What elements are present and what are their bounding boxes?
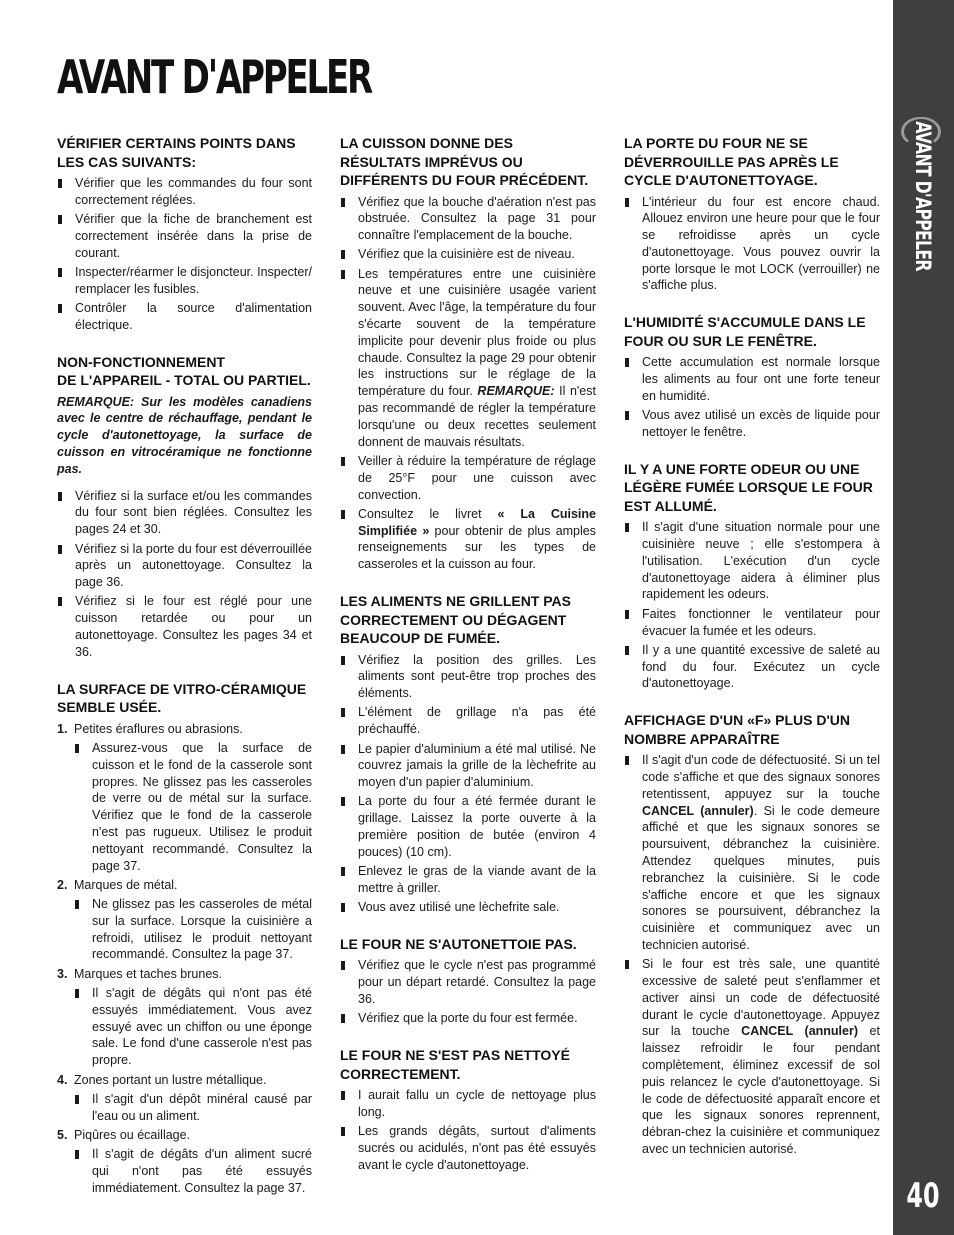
item-text: Marques de métal. [74, 877, 178, 892]
list-item: Contrôler la source d'alimentation électrique. [57, 300, 312, 334]
item-text: Il n'est pas recommandé de régler la température lorsqu'une ou deux recettes seulement donnent de mauvais résultats. [358, 384, 596, 449]
section-check-points [57, 134, 312, 334]
key-name: CANCEL (annuler) [741, 1024, 859, 1039]
numbered-item [57, 1127, 312, 1197]
list-item: La porte du four a été fermée durant le grillage. Laissez la porte ouverte à la première position de butée (environ 4 pouces) (10 cm). [340, 793, 596, 860]
section-heading: AFFICHAGE D'UN «F» PLUS D'UN NOMBRE APPARAÎTRE [624, 712, 851, 747]
list-item: Vérifiez que le cycle n'est pas programmé pour un départ retardé. Consultez la page 36. [340, 957, 596, 1007]
sidebar-label: AVANT D'APPELER [911, 121, 935, 271]
list-item: Il s'agit d'un dépôt minéral causé par l'eau ou un aliment. [74, 1091, 312, 1125]
list-item: Vérifiez la position des grilles. Les aliments sont peut-être trop proches des éléments. [340, 652, 596, 702]
item-text: Piqûres ou écaillage. [74, 1127, 191, 1142]
list-item: Inspecter/réarmer le disjoncteur. Inspecter/ remplacer les fusibles. [57, 264, 312, 298]
item-text: pour obtenir de plus amples renseignements sur les types de casseroles et la cuisson au four. [358, 523, 596, 572]
section-humidity [624, 313, 880, 440]
heading-line: DE L'APPAREIL - TOTAL OU PARTIEL. [57, 372, 311, 389]
section-heading: VÉRIFIER CERTAINS POINTS DANS LES CAS SUIVANTS: [57, 135, 296, 170]
list-item: Vérifier que les commandes du four sont correctement réglées. [57, 175, 312, 209]
key-name: CANCEL (annuler) [642, 803, 754, 818]
section-odor-smoke [624, 460, 880, 692]
section-not-cleaned [340, 1046, 596, 1173]
list-item: Vérifier que la fiche de branchement est correctement insérée dans la prise de courant. [57, 211, 312, 261]
section-heading: LES ALIMENTS NE GRILLENT PAS CORRECTEMENT OU DÉGAGENT BEAUCOUP DE FUMÉE. [340, 593, 572, 647]
list-item: Il s'agit d'une situation normale pour une cuisinière neuve ; elle s'estompera à l'utilisation. L'exécution d'un cycle d'autonettoyage aidera à éliminer plus rapidement les odeurs. [624, 519, 880, 603]
list-item: Il s'agit de dégâts qui n'ont pas été essuyés immédiatement. Vous avez essuyé avec un chiffon ou une éponge sale. Le fond d'une casserole n'est pas propre. [74, 985, 312, 1069]
item-text: Consultez le livret [358, 506, 482, 521]
bullet-list [340, 957, 596, 1027]
list-item: Vérifiez si la porte du four est déverrouillée après un autonettoyage. Consultez la page 36. [57, 541, 312, 591]
section-heading: LA SURFACE DE VITRO-CÉRAMIQUE SEMBLE USÉE. [57, 680, 307, 716]
item-text: Marques et taches brunes. [74, 966, 222, 981]
section-heading: LA PORTE DU FOUR NE SE DÉVERROUILLE PAS APRÈS LE CYCLE D'AUTONETTOYAGE. [624, 135, 839, 188]
list-item: I aurait fallu un cycle de nettoyage plus long. [340, 1087, 596, 1121]
list-item: Enlevez le gras de la viande avant de la mettre à griller. [340, 863, 596, 897]
item-number: 4. [57, 1072, 68, 1087]
column-2 [340, 134, 596, 1193]
numbered-list [57, 721, 312, 1197]
section-unexpected-results [340, 134, 596, 573]
item-text: Petites éraflures ou abrasions. [74, 721, 243, 736]
list-item: Les grands dégâts, surtout d'aliments sucrés ou acidulés, n'ont pas été essuyés avant le cycle d'autonettoyage. [340, 1123, 596, 1173]
numbered-item [57, 1072, 312, 1125]
list-item: Vous avez utilisé un excès de liquide pour nettoyer le fenêtre. [624, 407, 880, 441]
item-text: Si le four est très sale, une quantité excessive de saleté peut s'enflammer et activer ainsi un code de défectuosité durant le cycle d'autonettoyage. Appuyez sur la touche [642, 957, 880, 1039]
list-item: Vérifiez si la surface et/ou les commandes du four sont bien réglées. Consultez les pages 24 et 30. [57, 488, 312, 538]
bullet-list [624, 194, 880, 295]
column-3 [624, 134, 880, 1177]
list-item [624, 752, 880, 954]
list-item: Il y a une quantité excessive de saleté au fond du four. Exécutez un cycle d'autonettoyage. [624, 642, 880, 692]
section-ceramic-surface [57, 680, 312, 1197]
item-number: 5. [57, 1127, 68, 1142]
section-no-self-clean [340, 935, 596, 1027]
heading-line: NON-FONCTIONNEMENT [57, 353, 225, 370]
section-door-locked [624, 134, 880, 294]
bullet-list [340, 652, 596, 916]
remark-label: REMARQUE: [477, 384, 555, 399]
section-heading [57, 353, 312, 390]
section-heading: LA CUISSON DONNE DES RÉSULTATS IMPRÉVUS OU DIFFÉRENTS DU FOUR PRÉCÉDENT. [340, 135, 589, 188]
list-item: Le papier d'aluminium a été mal utilisé. Ne couvrez jamais la grille de la lèchefrite au moyen d'un papier d'aluminium. [340, 741, 596, 791]
column-1 [57, 134, 312, 1216]
list-item [340, 506, 596, 573]
list-item: Vérifiez si le four est réglé pour une cuisson retardée ou pour un autonettoyage. Consultez les pages 34 et 36. [57, 593, 312, 660]
list-item: Vous avez utilisé une lèchefrite sale. [340, 899, 596, 916]
numbered-item [57, 721, 312, 875]
bullet-list [340, 1087, 596, 1173]
item-number: 1. [57, 721, 68, 736]
bullet-list [57, 488, 312, 661]
item-text: Zones portant un lustre métallique. [74, 1072, 267, 1087]
booklet-title: « La Cuisine Simplifiée » [358, 506, 596, 538]
page-title: AVANT D'APPELER [57, 50, 372, 104]
numbered-item [57, 877, 312, 963]
item-number: 3. [57, 966, 68, 981]
bullet-list [624, 354, 880, 440]
section-heading: LE FOUR NE S'AUTONETTOIE PAS. [340, 935, 577, 952]
bullet-list [340, 194, 596, 574]
item-text: . Si le code demeure affiché et que les signaux sonores se poursuivent, débranchez la cuisinière. Attendez quelques minutes, puis rebranchez la cuisinière. Si le code s'affiche encore et que les signaux sonores se poursuivent, débranchez la cuisinière et communiquez avec un technicien autorisé. [642, 803, 880, 952]
remark-note: REMARQUE: Sur les modèles canadiens avec le centre de réchauffage, pendant le cycle d'autonettoyage, la surface de cuisson en vitrocéramique ne fonctionne pas. [57, 394, 312, 476]
section-heading: LE FOUR NE S'EST PAS NETTOYÉ CORRECTEMENT. [340, 1047, 570, 1082]
list-item: L'élément de grillage n'a pas été préchauffé. [340, 704, 596, 738]
bullet-list [624, 752, 880, 1158]
list-item: Assurez-vous que la surface de cuisson et le fond de la casserole sont propres. Ne glissez pas les casseroles de verre ou de métal sur la surface. Vérifiez que le fond de la casserole n'est pas rugueux. Utilisez le produit nettoyant recommandé. Consultez la page 37. [74, 740, 312, 874]
list-item [624, 956, 880, 1158]
section-heading: L'HUMIDITÉ S'ACCUMULE DANS LE FOUR OU SUR LE FENÊTRE. [624, 314, 866, 349]
section-non-functioning [57, 353, 312, 661]
list-item: L'intérieur du four est encore chaud. Allouez environ une heure pour que le four se refroidisse après un cycle d'autonettoyage. Vous pouvez ouvrir la porte lorsque le mot LOCK (verrouiller) ne s'affiche plus. [624, 194, 880, 295]
list-item [340, 266, 596, 451]
list-item: Veiller à réduire la température de réglage de 25°F pour une cuisson avec convection. [340, 453, 596, 503]
list-item: Faites fonctionner le ventilateur pour évacuer la fumée et les odeurs. [624, 606, 880, 640]
list-item: Ne glissez pas les casseroles de métal sur la surface. Lorsque la cuisinière a refroidi, utilisez le produit nettoyant recommandé. Consultez la page 37. [74, 896, 312, 963]
section-broiling [340, 592, 596, 916]
list-item: Il s'agit de dégâts d'un aliment sucré qui n'ont pas été essuyés immédiatement. Consultez la page 37. [74, 1146, 312, 1196]
list-item: Vérifiez que la bouche d'aération n'est pas obstruée. Consultez la page 31 pour connaître l'emplacement de la bouche. [340, 194, 596, 244]
section-heading: IL Y A UNE FORTE ODEUR OU UNE LÉGÈRE FUMÉE LORSQUE LE FOUR EST ALLUMÉ. [624, 460, 873, 514]
bullet-list [624, 519, 880, 692]
item-number: 2. [57, 877, 68, 892]
bullet-list [57, 175, 312, 334]
section-f-code [624, 711, 880, 1158]
list-item: Cette accumulation est normale lorsque les aliments au four ont une forte teneur en humidité. [624, 354, 880, 404]
page-number: 40 [906, 1176, 940, 1216]
list-item: Vérifiez que la porte du four est fermée. [340, 1010, 596, 1027]
item-text: Il s'agit d'un code de défectuosité. Si un tel code s'affiche et que des signaux sonores retentissent, appuyez sur la touche [642, 753, 880, 801]
list-item: Vérifiez que la cuisinière est de niveau. [340, 246, 596, 263]
item-text: et laissez refroidir le four pendant complètement, éliminez excessif de sol puis relancez le cycle d'autonettoyage. Si le code de défectuosité apparaît encore et que les signaux sonores reprennent, débran-chez la cuisinière et communiquez avec un technicien autorisé. [642, 1024, 880, 1157]
item-text: Les températures entre une cuisinière neuve et une cuisinière usagée varient souvent. Avec l'âge, la température du four s'écarte souvent de la température implicite pour devenir plus froide ou plus chaude. Consultez la page 29 pour obtenir les instructions sur le réglage de la température du four. [358, 266, 596, 399]
numbered-item [57, 966, 312, 1069]
